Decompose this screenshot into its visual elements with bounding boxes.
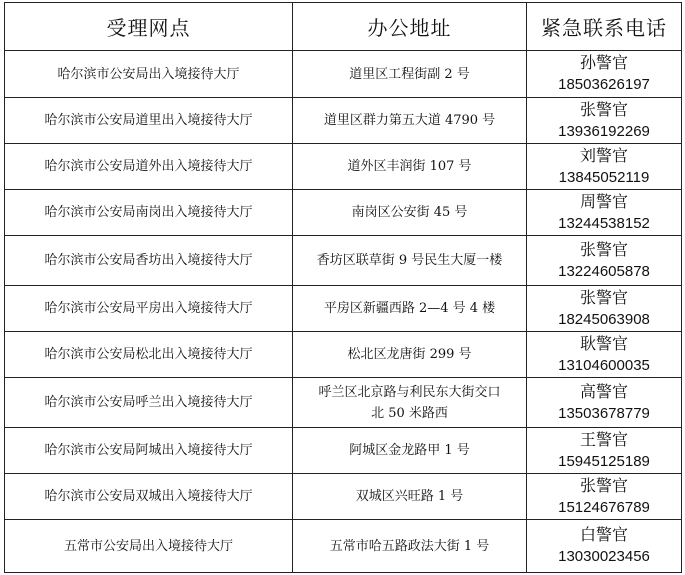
office-cell: 哈尔滨市公安局道里出入境接待大厅 bbox=[5, 98, 293, 144]
contact-name: 张警官 bbox=[579, 287, 628, 307]
contact-name: 耿警官 bbox=[579, 333, 628, 353]
contact-phone: 13030023456 bbox=[558, 548, 650, 565]
contact-name: 张警官 bbox=[579, 239, 628, 259]
table-row bbox=[5, 428, 682, 474]
address-cell: 双城区兴旺路 1 号 bbox=[293, 474, 527, 520]
contact-cell bbox=[527, 520, 682, 573]
contact-cell bbox=[527, 190, 682, 236]
table-row bbox=[5, 520, 682, 573]
contact-name: 周警官 bbox=[579, 191, 628, 211]
office-cell: 哈尔滨市公安局阿城出入境接待大厅 bbox=[5, 428, 293, 474]
contact-phone: 15124676789 bbox=[558, 498, 650, 516]
office-cell: 哈尔滨市公安局道外出入境接待大厅 bbox=[5, 144, 293, 190]
contact-phone: 13936192269 bbox=[558, 122, 650, 140]
table-row bbox=[5, 51, 682, 98]
office-cell: 哈尔滨市公安局南岗出入境接待大厅 bbox=[5, 190, 293, 236]
header-address: 办公地址 bbox=[293, 3, 527, 51]
office-cell: 哈尔滨市公安局呼兰出入境接待大厅 bbox=[5, 378, 293, 428]
contact-cell bbox=[527, 51, 682, 98]
address-cell: 道外区丰润街 107 号 bbox=[293, 144, 527, 190]
address-cell bbox=[293, 378, 527, 428]
contact-name: 孙警官 bbox=[579, 53, 628, 72]
address-line-1: 呼兰区北京路与利民东大街交口 bbox=[318, 384, 501, 400]
contact-phone: 13104600035 bbox=[558, 356, 650, 374]
office-cell: 哈尔滨市公安局出入境接待大厅 bbox=[5, 51, 293, 98]
address-cell: 南岗区公安街 45 号 bbox=[293, 190, 527, 236]
table-row bbox=[5, 378, 682, 428]
address-line-2: 北 50 米路西 bbox=[371, 405, 448, 421]
office-cell: 哈尔滨市公安局松北出入境接待大厅 bbox=[5, 332, 293, 378]
contact-cell bbox=[527, 474, 682, 520]
contact-table bbox=[4, 2, 682, 573]
address-cell: 道里区工程街副 2 号 bbox=[293, 51, 527, 98]
table-row bbox=[5, 98, 682, 144]
contact-phone: 13244538152 bbox=[558, 214, 650, 232]
contact-phone: 13503678779 bbox=[558, 404, 650, 422]
office-cell: 哈尔滨市公安局香坊出入境接待大厅 bbox=[5, 236, 293, 286]
contact-cell bbox=[527, 332, 682, 378]
table-row bbox=[5, 332, 682, 378]
address-cell: 香坊区联草街 9 号民生大厦一楼 bbox=[293, 236, 527, 286]
contact-cell bbox=[527, 378, 682, 428]
table-row bbox=[5, 236, 682, 286]
contact-phone: 13845052119 bbox=[558, 168, 650, 186]
table-row bbox=[5, 474, 682, 520]
office-cell: 哈尔滨市公安局双城出入境接待大厅 bbox=[5, 474, 293, 520]
contact-phone: 18503626197 bbox=[558, 76, 650, 93]
address-cell: 阿城区金龙路甲 1 号 bbox=[293, 428, 527, 474]
contact-phone: 13224605878 bbox=[558, 262, 650, 280]
address-cell: 松北区龙唐街 299 号 bbox=[293, 332, 527, 378]
contact-phone: 15945125189 bbox=[558, 452, 650, 470]
contact-name: 张警官 bbox=[579, 475, 628, 495]
office-cell: 哈尔滨市公安局平房出入境接待大厅 bbox=[5, 286, 293, 332]
table-row bbox=[5, 190, 682, 236]
contact-name: 张警官 bbox=[579, 99, 628, 119]
contact-cell bbox=[527, 98, 682, 144]
address-cell: 平房区新疆西路 2—4 号 4 楼 bbox=[293, 286, 527, 332]
address-cell: 道里区群力第五大道 4790 号 bbox=[293, 98, 527, 144]
contact-cell bbox=[527, 236, 682, 286]
contact-cell bbox=[527, 286, 682, 332]
header-phone: 紧急联系电话 bbox=[527, 3, 682, 51]
contact-name: 王警官 bbox=[579, 429, 628, 449]
contact-name: 白警官 bbox=[579, 525, 628, 544]
contact-name: 刘警官 bbox=[579, 145, 628, 165]
table-row bbox=[5, 286, 682, 332]
office-cell: 五常市公安局出入境接待大厅 bbox=[5, 520, 293, 573]
contact-cell bbox=[527, 144, 682, 190]
contact-phone: 18245063908 bbox=[558, 310, 650, 328]
header-office: 受理网点 bbox=[5, 3, 293, 51]
table-header-row bbox=[5, 3, 682, 51]
address-cell: 五常市哈五路政法大街 1 号 bbox=[293, 520, 527, 573]
contact-cell bbox=[527, 428, 682, 474]
table-row bbox=[5, 144, 682, 190]
contact-name: 高警官 bbox=[579, 381, 628, 401]
